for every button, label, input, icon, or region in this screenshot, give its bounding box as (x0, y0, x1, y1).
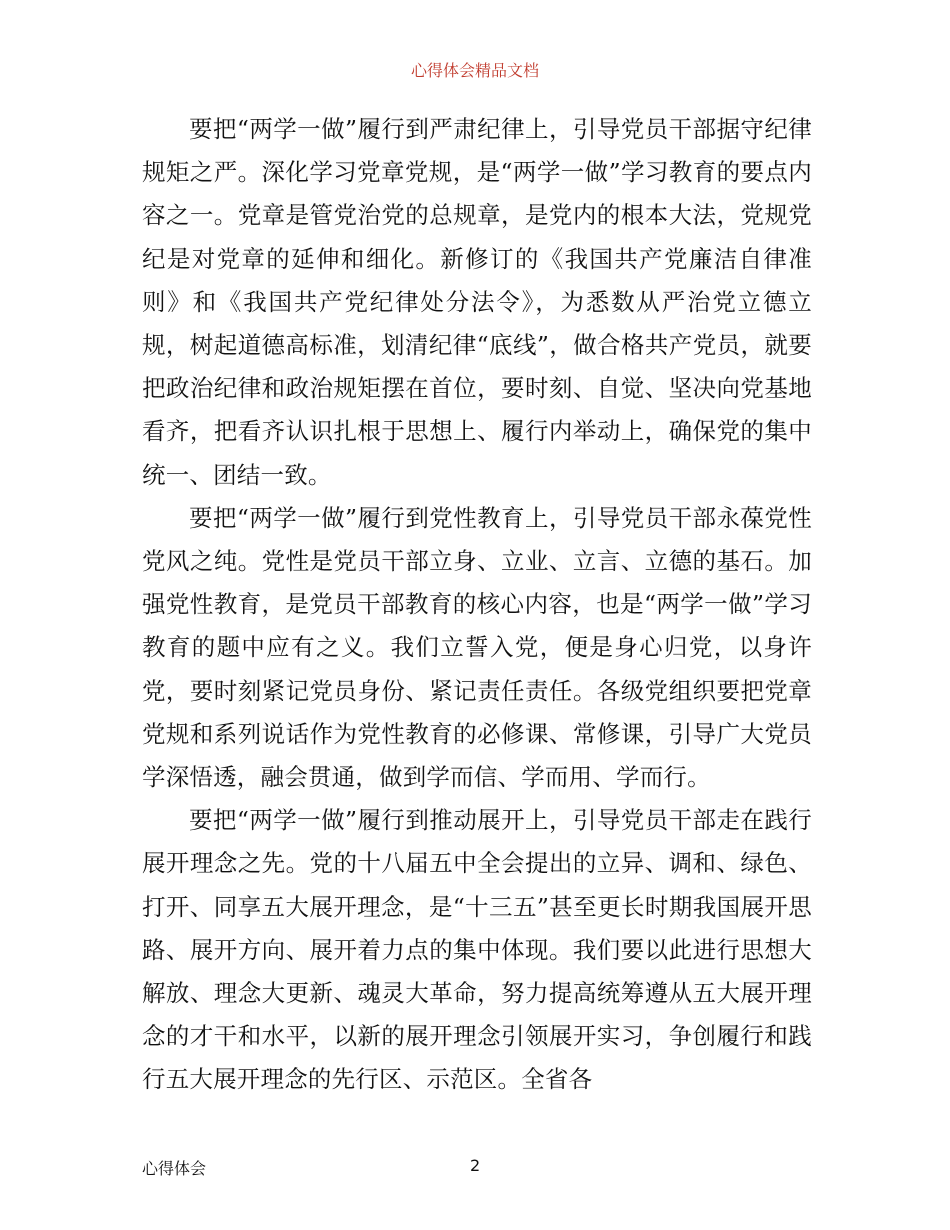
paragraph: 要把“两学一做”履行到推动展开上，引导党员干部走在践行展开理念之先。党的十八届五中全会提出的立异、调和、绿色、打开、同享五大展开理念，是“十三五”甚至更长时期我国展开思路、展开方向、展开着力点的集中体现。我们要以此进行思想大解放、理念大更新、魂灵大革命，努力提高统筹遵从五大展开理念的才干和水平，以新的展开理念引领展开实习，争创履行和践行五大展开理念的先行区、示范区。全省各 (142, 806, 812, 1094)
header-title: 心得体会精品文档 (410, 61, 539, 80)
footer-label: 心得体会 (142, 1159, 207, 1178)
paragraph: 要把“两学一做”履行到党性教育上，引导党员干部永葆党性党风之纯。党性是党员干部立身、立业、立言、立德的基石。加强党性教育，是党员干部教育的核心内容，也是“两学一做”学习教育的题中应有之义。我们立誓入党，便是身心归党，以身许党，要时刻紧记党员身份、紧记责任责任。各级党组织要把党章党规和系列说话作为党性教育的必修课、常修课，引导广大党员学深悟透，融会贯通，做到学而信、学而用、学而行。 (142, 503, 812, 792)
document-body (142, 108, 812, 1102)
paragraph: 要把“两学一做”履行到严肃纪律上，引导党员干部据守纪律规矩之严。深化学习党章党规，是“两学一做”学习教育的要点内容之一。党章是管党治党的总规章，是党内的根本大法，党规党纪是对党章的延伸和细化。新修订的《我国共产党廉洁自律准则》和《我国共产党纪律处分法令》，为悉数从严治党立德立规，树起道德高标准，划清纪律“底线”，做合格共产党员，就要把政治纪律和政治规矩摆在首位，要时刻、自觉、坚决向党基地看齐，把看齐认识扎根于思想上、履行内举动上，确保党的集中统一、团结一致。 (142, 115, 812, 489)
page-number: 2 (470, 1156, 481, 1175)
